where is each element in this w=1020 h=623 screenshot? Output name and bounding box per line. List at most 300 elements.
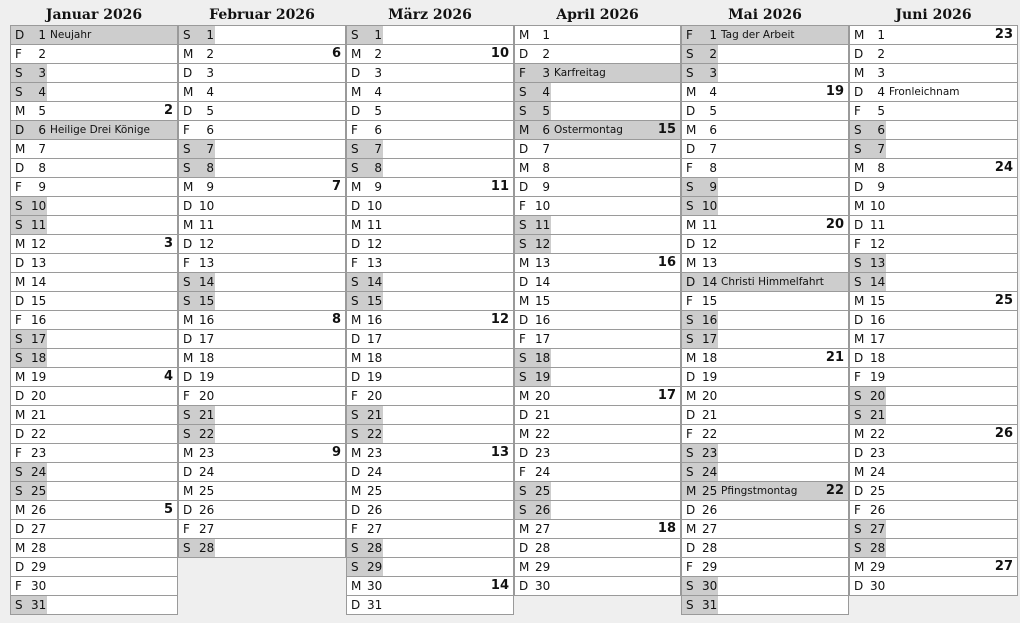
- holiday-name: Christi Himmelfahrt: [721, 276, 824, 288]
- day-number: 25: [870, 484, 886, 498]
- day-row[interactable]: [347, 577, 513, 596]
- day-number: 26: [367, 503, 383, 517]
- day-row[interactable]: [347, 45, 513, 64]
- day-row[interactable]: [11, 425, 177, 444]
- day-row[interactable]: [850, 577, 1017, 596]
- day-row[interactable]: [11, 197, 177, 216]
- day-row[interactable]: [347, 216, 513, 235]
- day-row[interactable]: [850, 444, 1017, 463]
- day-list: [681, 25, 849, 615]
- day-number: 1: [877, 28, 885, 42]
- day-row[interactable]: [682, 45, 848, 64]
- day-row-note-area: [718, 311, 848, 329]
- day-row[interactable]: [347, 520, 513, 539]
- weekday-label: S: [850, 273, 870, 291]
- weekday-label: M: [686, 389, 697, 403]
- day-row[interactable]: [179, 102, 345, 121]
- day-row[interactable]: [515, 463, 680, 482]
- day-row[interactable]: [11, 64, 177, 83]
- day-row[interactable]: [11, 292, 177, 311]
- day-row[interactable]: [682, 178, 848, 197]
- weekday-label: D: [854, 218, 864, 232]
- day-row[interactable]: [682, 330, 848, 349]
- day-row[interactable]: [179, 83, 345, 102]
- day-row[interactable]: [850, 102, 1017, 121]
- day-row[interactable]: [179, 444, 345, 463]
- day-row[interactable]: [11, 140, 177, 159]
- weekday-label: M: [854, 560, 865, 574]
- weekday-label: D: [686, 541, 696, 555]
- month-column: [178, 0, 346, 558]
- day-row[interactable]: [347, 425, 513, 444]
- weekday-label: S: [850, 140, 870, 158]
- day-row[interactable]: [11, 444, 177, 463]
- weekday-label: S: [850, 406, 870, 424]
- day-row[interactable]: [850, 64, 1017, 83]
- day-row[interactable]: [850, 558, 1017, 577]
- day-number: 22: [199, 427, 215, 441]
- day-row[interactable]: [179, 311, 345, 330]
- day-number: 12: [31, 237, 47, 251]
- day-row[interactable]: [11, 121, 177, 140]
- day-row[interactable]: [347, 64, 513, 83]
- day-number: 8: [709, 161, 717, 175]
- day-number: 29: [367, 560, 383, 574]
- weekday-label: S: [515, 216, 535, 234]
- weekday-label: D: [183, 237, 193, 251]
- day-row[interactable]: [347, 406, 513, 425]
- day-row[interactable]: [515, 406, 680, 425]
- day-row[interactable]: [179, 45, 345, 64]
- day-row[interactable]: [682, 292, 848, 311]
- weekday-label: S: [515, 349, 535, 367]
- weekday-label: S: [11, 64, 31, 82]
- day-row-note-area: [718, 197, 848, 215]
- day-row[interactable]: [179, 121, 345, 140]
- month-column: [849, 0, 1018, 596]
- day-row[interactable]: [11, 159, 177, 178]
- day-row[interactable]: [11, 273, 177, 292]
- day-row[interactable]: [11, 520, 177, 539]
- day-row[interactable]: [682, 64, 848, 83]
- day-row[interactable]: [682, 140, 848, 159]
- day-row[interactable]: [850, 520, 1017, 539]
- day-row[interactable]: [347, 349, 513, 368]
- day-row[interactable]: [682, 558, 848, 577]
- day-row[interactable]: [515, 311, 680, 330]
- day-number: 6: [206, 123, 214, 137]
- day-row[interactable]: [515, 197, 680, 216]
- day-number: 15: [535, 294, 551, 308]
- day-row[interactable]: [11, 596, 177, 615]
- day-row[interactable]: [682, 102, 848, 121]
- day-row[interactable]: [850, 26, 1017, 45]
- weekday-label: D: [854, 313, 864, 327]
- weekday-label: D: [519, 142, 529, 156]
- day-row[interactable]: [347, 501, 513, 520]
- day-row[interactable]: [347, 444, 513, 463]
- day-row[interactable]: [347, 311, 513, 330]
- day-row[interactable]: [850, 463, 1017, 482]
- day-row[interactable]: [515, 83, 680, 102]
- weekday-label: S: [347, 26, 367, 44]
- weekday-label: M: [854, 161, 865, 175]
- day-row[interactable]: [682, 197, 848, 216]
- day-row[interactable]: [179, 463, 345, 482]
- day-row[interactable]: [515, 387, 680, 406]
- day-number: 3: [542, 66, 550, 80]
- weekday-label: D: [15, 427, 25, 441]
- day-row[interactable]: [11, 406, 177, 425]
- day-row[interactable]: [515, 520, 680, 539]
- weekday-label: D: [351, 237, 361, 251]
- day-row[interactable]: [515, 539, 680, 558]
- day-number: 28: [199, 541, 215, 555]
- weekday-label: M: [519, 560, 530, 574]
- day-row[interactable]: [179, 254, 345, 273]
- day-row[interactable]: [11, 254, 177, 273]
- day-row[interactable]: [515, 159, 680, 178]
- day-number: 21: [199, 408, 215, 422]
- day-row[interactable]: [682, 311, 848, 330]
- day-row[interactable]: [515, 577, 680, 596]
- day-row[interactable]: [347, 178, 513, 197]
- day-row[interactable]: [682, 444, 848, 463]
- day-number: 22: [535, 427, 551, 441]
- day-row[interactable]: [682, 539, 848, 558]
- day-row[interactable]: [179, 26, 345, 45]
- day-row[interactable]: [11, 463, 177, 482]
- day-number: 11: [31, 218, 47, 232]
- day-row[interactable]: [850, 254, 1017, 273]
- day-row[interactable]: [347, 83, 513, 102]
- day-row[interactable]: [347, 159, 513, 178]
- day-row[interactable]: [179, 159, 345, 178]
- day-row[interactable]: [850, 349, 1017, 368]
- weekday-label: S: [682, 463, 702, 481]
- week-number: 15: [657, 122, 676, 137]
- day-row[interactable]: [850, 501, 1017, 520]
- day-row[interactable]: [179, 406, 345, 425]
- day-row[interactable]: [347, 235, 513, 254]
- week-number: 2: [163, 103, 173, 118]
- day-row[interactable]: [515, 235, 680, 254]
- day-row[interactable]: [11, 387, 177, 406]
- day-number: 1: [38, 28, 46, 42]
- day-row-note-area: [215, 425, 345, 443]
- month-title: Februar 2026: [209, 7, 315, 23]
- day-row[interactable]: [179, 64, 345, 83]
- day-row[interactable]: [11, 83, 177, 102]
- day-number: 13: [702, 256, 718, 270]
- day-row[interactable]: [850, 311, 1017, 330]
- day-number: 24: [367, 465, 383, 479]
- day-row[interactable]: [179, 349, 345, 368]
- day-number: 1: [709, 28, 717, 42]
- day-row-note-area: [718, 444, 848, 462]
- weekday-label: S: [179, 159, 199, 177]
- month-title: Mai 2026: [728, 7, 802, 23]
- day-row[interactable]: [11, 235, 177, 254]
- weekday-label: M: [15, 237, 26, 251]
- day-row[interactable]: [515, 254, 680, 273]
- day-row[interactable]: [850, 197, 1017, 216]
- day-list: [178, 25, 346, 558]
- day-row[interactable]: [179, 482, 345, 501]
- weekday-label: M: [351, 484, 362, 498]
- day-row[interactable]: [179, 425, 345, 444]
- weekday-label: D: [15, 560, 25, 574]
- day-row[interactable]: [850, 292, 1017, 311]
- day-row[interactable]: [682, 216, 848, 235]
- day-row-note-area: [383, 140, 513, 158]
- week-number: 26: [994, 426, 1013, 441]
- weekday-label: D: [686, 503, 696, 517]
- day-row[interactable]: [11, 216, 177, 235]
- day-row[interactable]: [347, 26, 513, 45]
- day-row[interactable]: [347, 368, 513, 387]
- day-number: 2: [542, 47, 550, 61]
- day-row[interactable]: [515, 444, 680, 463]
- weekday-label: S: [347, 140, 367, 158]
- day-number: 17: [870, 332, 886, 346]
- day-row[interactable]: [515, 368, 680, 387]
- day-row[interactable]: [515, 121, 680, 140]
- day-row[interactable]: [347, 121, 513, 140]
- day-row[interactable]: [347, 330, 513, 349]
- weekday-label: D: [854, 180, 864, 194]
- day-row[interactable]: [179, 216, 345, 235]
- day-row[interactable]: [179, 178, 345, 197]
- day-number: 15: [31, 294, 47, 308]
- day-row[interactable]: [515, 482, 680, 501]
- day-row[interactable]: [347, 254, 513, 273]
- day-number: 5: [374, 104, 382, 118]
- day-row[interactable]: [179, 235, 345, 254]
- weekday-label: S: [179, 273, 199, 291]
- weekday-label: S: [682, 330, 702, 348]
- day-row[interactable]: [682, 463, 848, 482]
- day-row[interactable]: [11, 26, 177, 45]
- day-number: 22: [367, 427, 383, 441]
- day-row[interactable]: [850, 482, 1017, 501]
- day-row[interactable]: [11, 45, 177, 64]
- day-row[interactable]: [11, 330, 177, 349]
- weekday-label: S: [515, 501, 535, 519]
- day-row[interactable]: [682, 368, 848, 387]
- weekday-label: D: [854, 351, 864, 365]
- day-row[interactable]: [11, 539, 177, 558]
- day-number: 16: [702, 313, 718, 327]
- day-row[interactable]: [515, 349, 680, 368]
- day-row[interactable]: [682, 406, 848, 425]
- week-number: 14: [490, 578, 509, 593]
- day-row[interactable]: [682, 349, 848, 368]
- day-row[interactable]: [11, 311, 177, 330]
- day-row[interactable]: [850, 45, 1017, 64]
- day-row[interactable]: [11, 349, 177, 368]
- day-row[interactable]: [850, 121, 1017, 140]
- day-row[interactable]: [682, 501, 848, 520]
- day-row[interactable]: [682, 520, 848, 539]
- day-row[interactable]: [682, 254, 848, 273]
- day-row-note-area: [47, 349, 177, 367]
- day-row[interactable]: [850, 368, 1017, 387]
- day-row[interactable]: [515, 178, 680, 197]
- day-number: 6: [870, 121, 886, 139]
- weekday-label: F: [519, 332, 526, 346]
- day-row[interactable]: [347, 387, 513, 406]
- week-number: 11: [490, 179, 509, 194]
- day-row[interactable]: [850, 178, 1017, 197]
- day-number: 28: [870, 541, 886, 555]
- day-row[interactable]: [682, 83, 848, 102]
- day-row[interactable]: [347, 463, 513, 482]
- day-row[interactable]: [515, 26, 680, 45]
- day-row[interactable]: [11, 368, 177, 387]
- day-row[interactable]: [179, 520, 345, 539]
- day-row[interactable]: [347, 539, 513, 558]
- day-row[interactable]: [515, 273, 680, 292]
- day-row[interactable]: [11, 501, 177, 520]
- day-row[interactable]: [850, 216, 1017, 235]
- day-row[interactable]: [11, 577, 177, 596]
- day-row[interactable]: [850, 539, 1017, 558]
- day-row[interactable]: [347, 197, 513, 216]
- weekday-label: D: [686, 142, 696, 156]
- day-number: 16: [870, 313, 886, 327]
- day-row[interactable]: [515, 140, 680, 159]
- day-row[interactable]: [179, 140, 345, 159]
- day-row[interactable]: [682, 425, 848, 444]
- day-number: 1: [199, 26, 215, 44]
- week-number: 16: [657, 255, 676, 270]
- day-number: 7: [542, 142, 550, 156]
- day-row[interactable]: [11, 482, 177, 501]
- weekday-label: M: [15, 541, 26, 555]
- day-row-note-area: [383, 539, 513, 557]
- day-row[interactable]: [179, 387, 345, 406]
- weekday-label: S: [11, 197, 31, 215]
- day-row[interactable]: [682, 26, 848, 45]
- day-row[interactable]: [682, 159, 848, 178]
- weekday-label: M: [183, 484, 194, 498]
- day-row[interactable]: [515, 558, 680, 577]
- day-row[interactable]: [515, 292, 680, 311]
- day-number: 11: [199, 218, 215, 232]
- day-number: 13: [535, 256, 551, 270]
- weekday-label: S: [347, 425, 367, 443]
- weekday-label: D: [183, 465, 193, 479]
- day-number: 17: [535, 332, 551, 346]
- weekday-label: F: [854, 104, 861, 118]
- weekday-label: S: [347, 539, 367, 557]
- weekday-label: S: [682, 577, 702, 595]
- day-row[interactable]: [682, 596, 848, 615]
- day-number: 13: [199, 256, 215, 270]
- day-row[interactable]: [347, 558, 513, 577]
- day-row[interactable]: [850, 387, 1017, 406]
- day-number: 28: [535, 541, 551, 555]
- day-row[interactable]: [179, 368, 345, 387]
- day-row[interactable]: [347, 273, 513, 292]
- day-row[interactable]: [682, 482, 848, 501]
- day-row[interactable]: [515, 501, 680, 520]
- week-number: 18: [657, 521, 676, 536]
- day-row[interactable]: [179, 501, 345, 520]
- day-row[interactable]: [850, 235, 1017, 254]
- day-row[interactable]: [347, 102, 513, 121]
- day-row[interactable]: [179, 330, 345, 349]
- day-number: 5: [206, 104, 214, 118]
- day-row-note-area: [551, 349, 680, 367]
- day-row[interactable]: [347, 292, 513, 311]
- day-row[interactable]: [11, 558, 177, 577]
- day-row[interactable]: [682, 387, 848, 406]
- weekday-label: D: [15, 256, 25, 270]
- day-row[interactable]: [515, 64, 680, 83]
- day-row[interactable]: [515, 330, 680, 349]
- day-row[interactable]: [179, 292, 345, 311]
- day-row[interactable]: [850, 83, 1017, 102]
- day-number: 30: [870, 579, 886, 593]
- day-row[interactable]: [682, 121, 848, 140]
- weekday-label: S: [682, 178, 702, 196]
- day-row[interactable]: [347, 482, 513, 501]
- day-row[interactable]: [179, 197, 345, 216]
- day-row[interactable]: [850, 425, 1017, 444]
- day-row[interactable]: [179, 273, 345, 292]
- day-row[interactable]: [682, 273, 848, 292]
- day-row[interactable]: [515, 216, 680, 235]
- day-row-note-area: [383, 26, 513, 44]
- day-row[interactable]: [347, 596, 513, 615]
- weekday-label: S: [515, 482, 535, 500]
- holiday-name: Tag der Arbeit: [721, 29, 795, 41]
- day-row[interactable]: [850, 406, 1017, 425]
- day-number: 21: [31, 408, 47, 422]
- day-number: 1: [367, 26, 383, 44]
- day-number: 7: [38, 142, 46, 156]
- day-row[interactable]: [850, 330, 1017, 349]
- day-row-note-area: [215, 406, 345, 424]
- day-row[interactable]: [515, 102, 680, 121]
- day-number: 17: [31, 332, 47, 346]
- weekday-label: D: [519, 180, 529, 194]
- day-number: 12: [535, 237, 551, 251]
- day-row-note-area: [718, 463, 848, 481]
- day-row[interactable]: [179, 539, 345, 558]
- day-row[interactable]: [347, 140, 513, 159]
- day-number: 9: [38, 180, 46, 194]
- day-row[interactable]: [515, 45, 680, 64]
- day-row[interactable]: [11, 102, 177, 121]
- day-row[interactable]: [682, 577, 848, 596]
- day-row[interactable]: [515, 425, 680, 444]
- day-number: 11: [367, 218, 383, 232]
- day-number: 30: [702, 579, 718, 593]
- day-number: 6: [709, 123, 717, 137]
- day-row[interactable]: [850, 140, 1017, 159]
- day-row[interactable]: [850, 159, 1017, 178]
- day-row-note-area: [718, 178, 848, 196]
- day-number: 8: [367, 159, 383, 177]
- day-number: 10: [702, 199, 718, 213]
- day-row[interactable]: [11, 178, 177, 197]
- day-number: 9: [374, 180, 382, 194]
- day-row[interactable]: [682, 235, 848, 254]
- day-row[interactable]: [850, 273, 1017, 292]
